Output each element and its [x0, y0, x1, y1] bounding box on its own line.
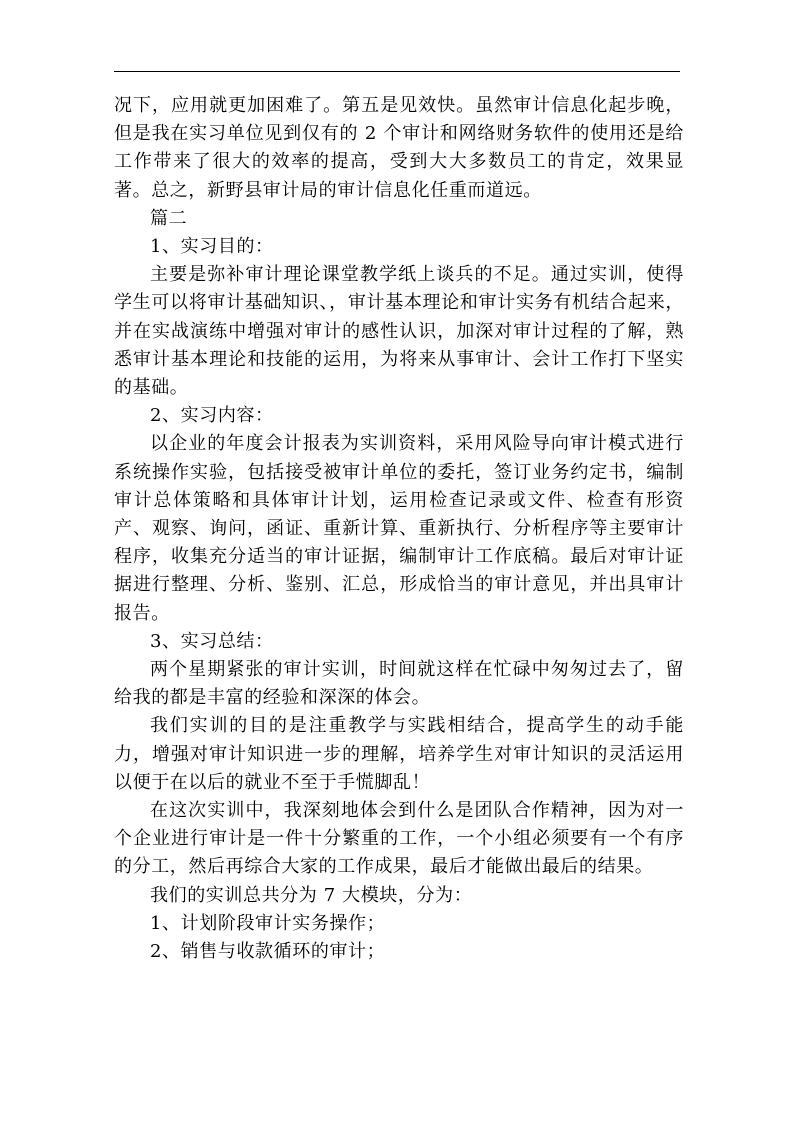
paragraph-summary-2: 我们实训的目的是注重教学与实践相结合，提高学生的动手能力，增强对审计知识进一步的理解，培养学生对审计知识的灵活运用以便于在以后的就业不至于手慌脚乱！: [114, 715, 684, 793]
paragraph-modules-intro: 我们的实训总共分为 7 大模块，分为：: [150, 884, 473, 906]
section-heading-part-two: 篇二: [150, 207, 188, 229]
paragraph-summary-1: 两个星期紧张的审计实训，时间就这样在忙碌中匆匆过去了，留给我的都是丰富的经验和深深的体会。: [114, 659, 684, 709]
subheading-internship-content: 2、实习内容：: [150, 405, 274, 427]
paragraph-summary-3: 在这次实训中，我深刻地体会到什么是团队合作精神，因为对一个企业进行审计是一件十分繁重的工作，一个小组必须要有一个有序的分工，然后再综合大家的工作成果，最后才能做出最后的结果。: [114, 800, 684, 878]
paragraph-content: 以企业的年度会计报表为实训资料，采用风险导向审计模式进行系统操作实验，包括接受被审计单位的委托，签订业务约定书，编制审计总体策略和具体审计计划，运用检查记录或文件、检查有形资产、观察、询问，函证、重新计算、重新执行、分析程序等主要审计程序，收集充分适当的审计证据，编制审计工作底稿。最后对审计证据进行整理、分析、鉴别、汇总，形成恰当的审计意见，并出具审计报告。: [114, 433, 684, 624]
document-body: [114, 92, 684, 966]
list-item-module-2: 2、销售与收款循环的审计；: [150, 941, 386, 963]
paragraph-purpose: 主要是弥补审计理论课堂教学纸上谈兵的不足。通过实训，使得学生可以将审计基础知识、，审计基本理论和审计实务有机结合起来，并在实战演练中增强对审计的感性认识，加深对审计过程的了解，熟悉审计基本理论和技能的运用，为将来从事审计、会计工作打下坚实的基础。: [114, 264, 684, 399]
header-rule: [114, 71, 680, 72]
list-item-module-1: 1、计划阶段审计实务操作；: [150, 912, 386, 934]
subheading-internship-summary: 3、实习总结：: [150, 630, 274, 652]
subheading-internship-purpose: 1、实习目的：: [150, 236, 274, 258]
paragraph-continuation: 况下，应用就更加困难了。第五是见效快。虽然审计信息化起步晚，但是我在实习单位见到仅有的 2 个审计和网络财务软件的使用还是给工作带来了很大的效率的提高，受到大大多数员工的肯定，效果显著。总之，新野县审计局的审计信息化任重而道远。: [114, 95, 684, 201]
